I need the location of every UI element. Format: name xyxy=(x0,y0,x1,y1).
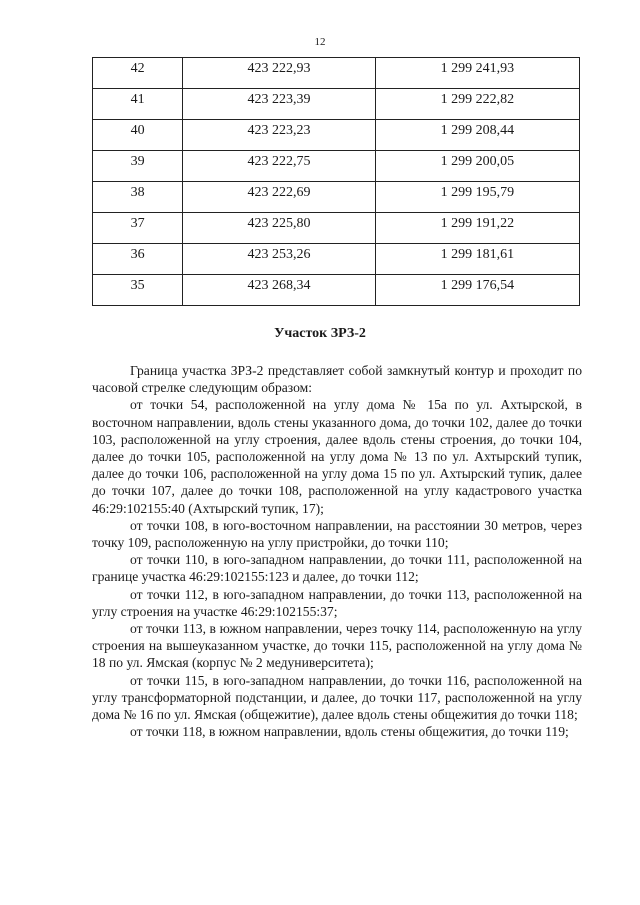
table-row xyxy=(93,58,580,89)
paragraph: от точки 110, в юго-западном направлении, до точки 111, расположенной на границе участка 46:29:102155:123 и далее, до точки 112; xyxy=(92,552,582,585)
y-coordinate-cell-text: 1 299 191,22 xyxy=(440,216,515,231)
paragraph: Граница участка ЗРЗ-2 представляет собой замкнутый контур и проходит по часовой стрелке следующим образом: xyxy=(92,363,582,396)
y-coordinate-cell xyxy=(375,182,579,213)
point-number-cell xyxy=(93,244,183,275)
point-number-cell-text: 39 xyxy=(130,154,145,169)
y-coordinate-cell-text: 1 299 181,61 xyxy=(440,247,515,262)
paragraph: от точки 113, в южном направлении, через точку 114, расположенную на углу строения на вышеуказанном участке, до точки 115, расположенной на углу дома № 18 по ул. Ямская (корпус № 2 медуниверситета); xyxy=(92,621,582,671)
section-title: Участок ЗРЗ-2 xyxy=(274,326,366,341)
x-coordinate-cell-text: 423 223,39 xyxy=(247,92,311,107)
coordinates-table xyxy=(92,57,580,306)
point-number-cell xyxy=(93,89,183,120)
paragraph: от точки 54, расположенной на углу дома № 15а по ул. Ахтырской, в восточном направлении, вдоль стены указанного дома, до точки 102, далее до точки 103, расположенной на углу строения, далее вдоль стены строения, до точки 104, далее до точки 105, расположенной на углу дома № 13 по ул. Ахтырский тупик, далее до точки 106, расположенной на углу дома 15 по ул. Ахтырский тупик, далее до точки 107, далее до точки 108, расположенной на углу кадастрового участка 46:29:102155:40 (Ахтырский тупик, 17); xyxy=(92,397,582,516)
table-row xyxy=(93,244,580,275)
y-coordinate-cell xyxy=(375,275,579,306)
point-number-cell-text: 40 xyxy=(130,123,145,138)
y-coordinate-cell-text: 1 299 195,79 xyxy=(440,185,515,200)
page-number: 12 xyxy=(314,36,326,48)
point-number-cell-text: 36 xyxy=(130,247,145,262)
y-coordinate-cell xyxy=(375,58,579,89)
point-number-cell xyxy=(93,182,183,213)
table-row xyxy=(93,275,580,306)
x-coordinate-cell xyxy=(183,244,375,275)
table-row xyxy=(93,89,580,120)
x-coordinate-cell xyxy=(183,213,375,244)
point-number-cell-text: 38 xyxy=(130,185,145,200)
point-number-cell-text: 41 xyxy=(130,92,145,107)
point-number-cell-text: 35 xyxy=(130,278,145,293)
section-body xyxy=(92,362,582,740)
y-coordinate-cell-text: 1 299 200,05 xyxy=(440,154,515,169)
point-number-cell xyxy=(93,275,183,306)
point-number-cell-text: 37 xyxy=(130,216,145,231)
point-number-cell xyxy=(93,120,183,151)
paragraph: от точки 115, в юго-западном направлении, до точки 116, расположенной на углу трансформаторной подстанции, и далее, до точки 117, расположенной на углу дома № 16 по ул. Ямская (общежитие), далее вдоль стены общежития до точки 118; xyxy=(92,672,582,723)
y-coordinate-cell xyxy=(375,151,579,182)
y-coordinate-cell xyxy=(375,89,579,120)
x-coordinate-cell-text: 423 222,75 xyxy=(247,154,311,169)
paragraph: от точки 112, в юго-западном направлении, до точки 113, расположенной на углу строения на участке 46:29:102155:37; xyxy=(92,586,582,619)
x-coordinate-cell xyxy=(183,182,375,213)
y-coordinate-cell xyxy=(375,244,579,275)
point-number-cell-text: 42 xyxy=(130,61,145,76)
x-coordinate-cell xyxy=(183,275,375,306)
table-row xyxy=(93,120,580,151)
table-row xyxy=(93,213,580,244)
table-row xyxy=(93,151,580,182)
point-number-cell xyxy=(93,213,183,244)
paragraph: от точки 118, в южном направлении, вдоль стены общежития, до точки 119; xyxy=(130,724,569,740)
x-coordinate-cell-text: 423 253,26 xyxy=(247,247,311,262)
x-coordinate-cell xyxy=(183,58,375,89)
paragraph: от точки 108, в юго-восточном направлении, на расстоянии 30 метров, через точку 109, расположенную на углу пристройки, до точки 110; xyxy=(92,517,582,551)
x-coordinate-cell-text: 423 222,69 xyxy=(247,185,311,200)
y-coordinate-cell xyxy=(375,213,579,244)
x-coordinate-cell xyxy=(183,151,375,182)
x-coordinate-cell-text: 423 268,34 xyxy=(247,278,311,293)
y-coordinate-cell-text: 1 299 208,44 xyxy=(440,123,515,138)
table-row xyxy=(93,182,580,213)
point-number-cell xyxy=(93,58,183,89)
y-coordinate-cell-text: 1 299 241,93 xyxy=(440,61,515,76)
x-coordinate-cell xyxy=(183,89,375,120)
x-coordinate-cell-text: 423 225,80 xyxy=(247,216,311,231)
point-number-cell xyxy=(93,151,183,182)
y-coordinate-cell-text: 1 299 222,82 xyxy=(440,92,515,107)
y-coordinate-cell-text: 1 299 176,54 xyxy=(440,278,515,293)
x-coordinate-cell-text: 423 223,23 xyxy=(247,123,311,138)
coordinates-table-body xyxy=(93,58,580,306)
y-coordinate-cell xyxy=(375,120,579,151)
x-coordinate-cell-text: 423 222,93 xyxy=(247,61,311,76)
x-coordinate-cell xyxy=(183,120,375,151)
